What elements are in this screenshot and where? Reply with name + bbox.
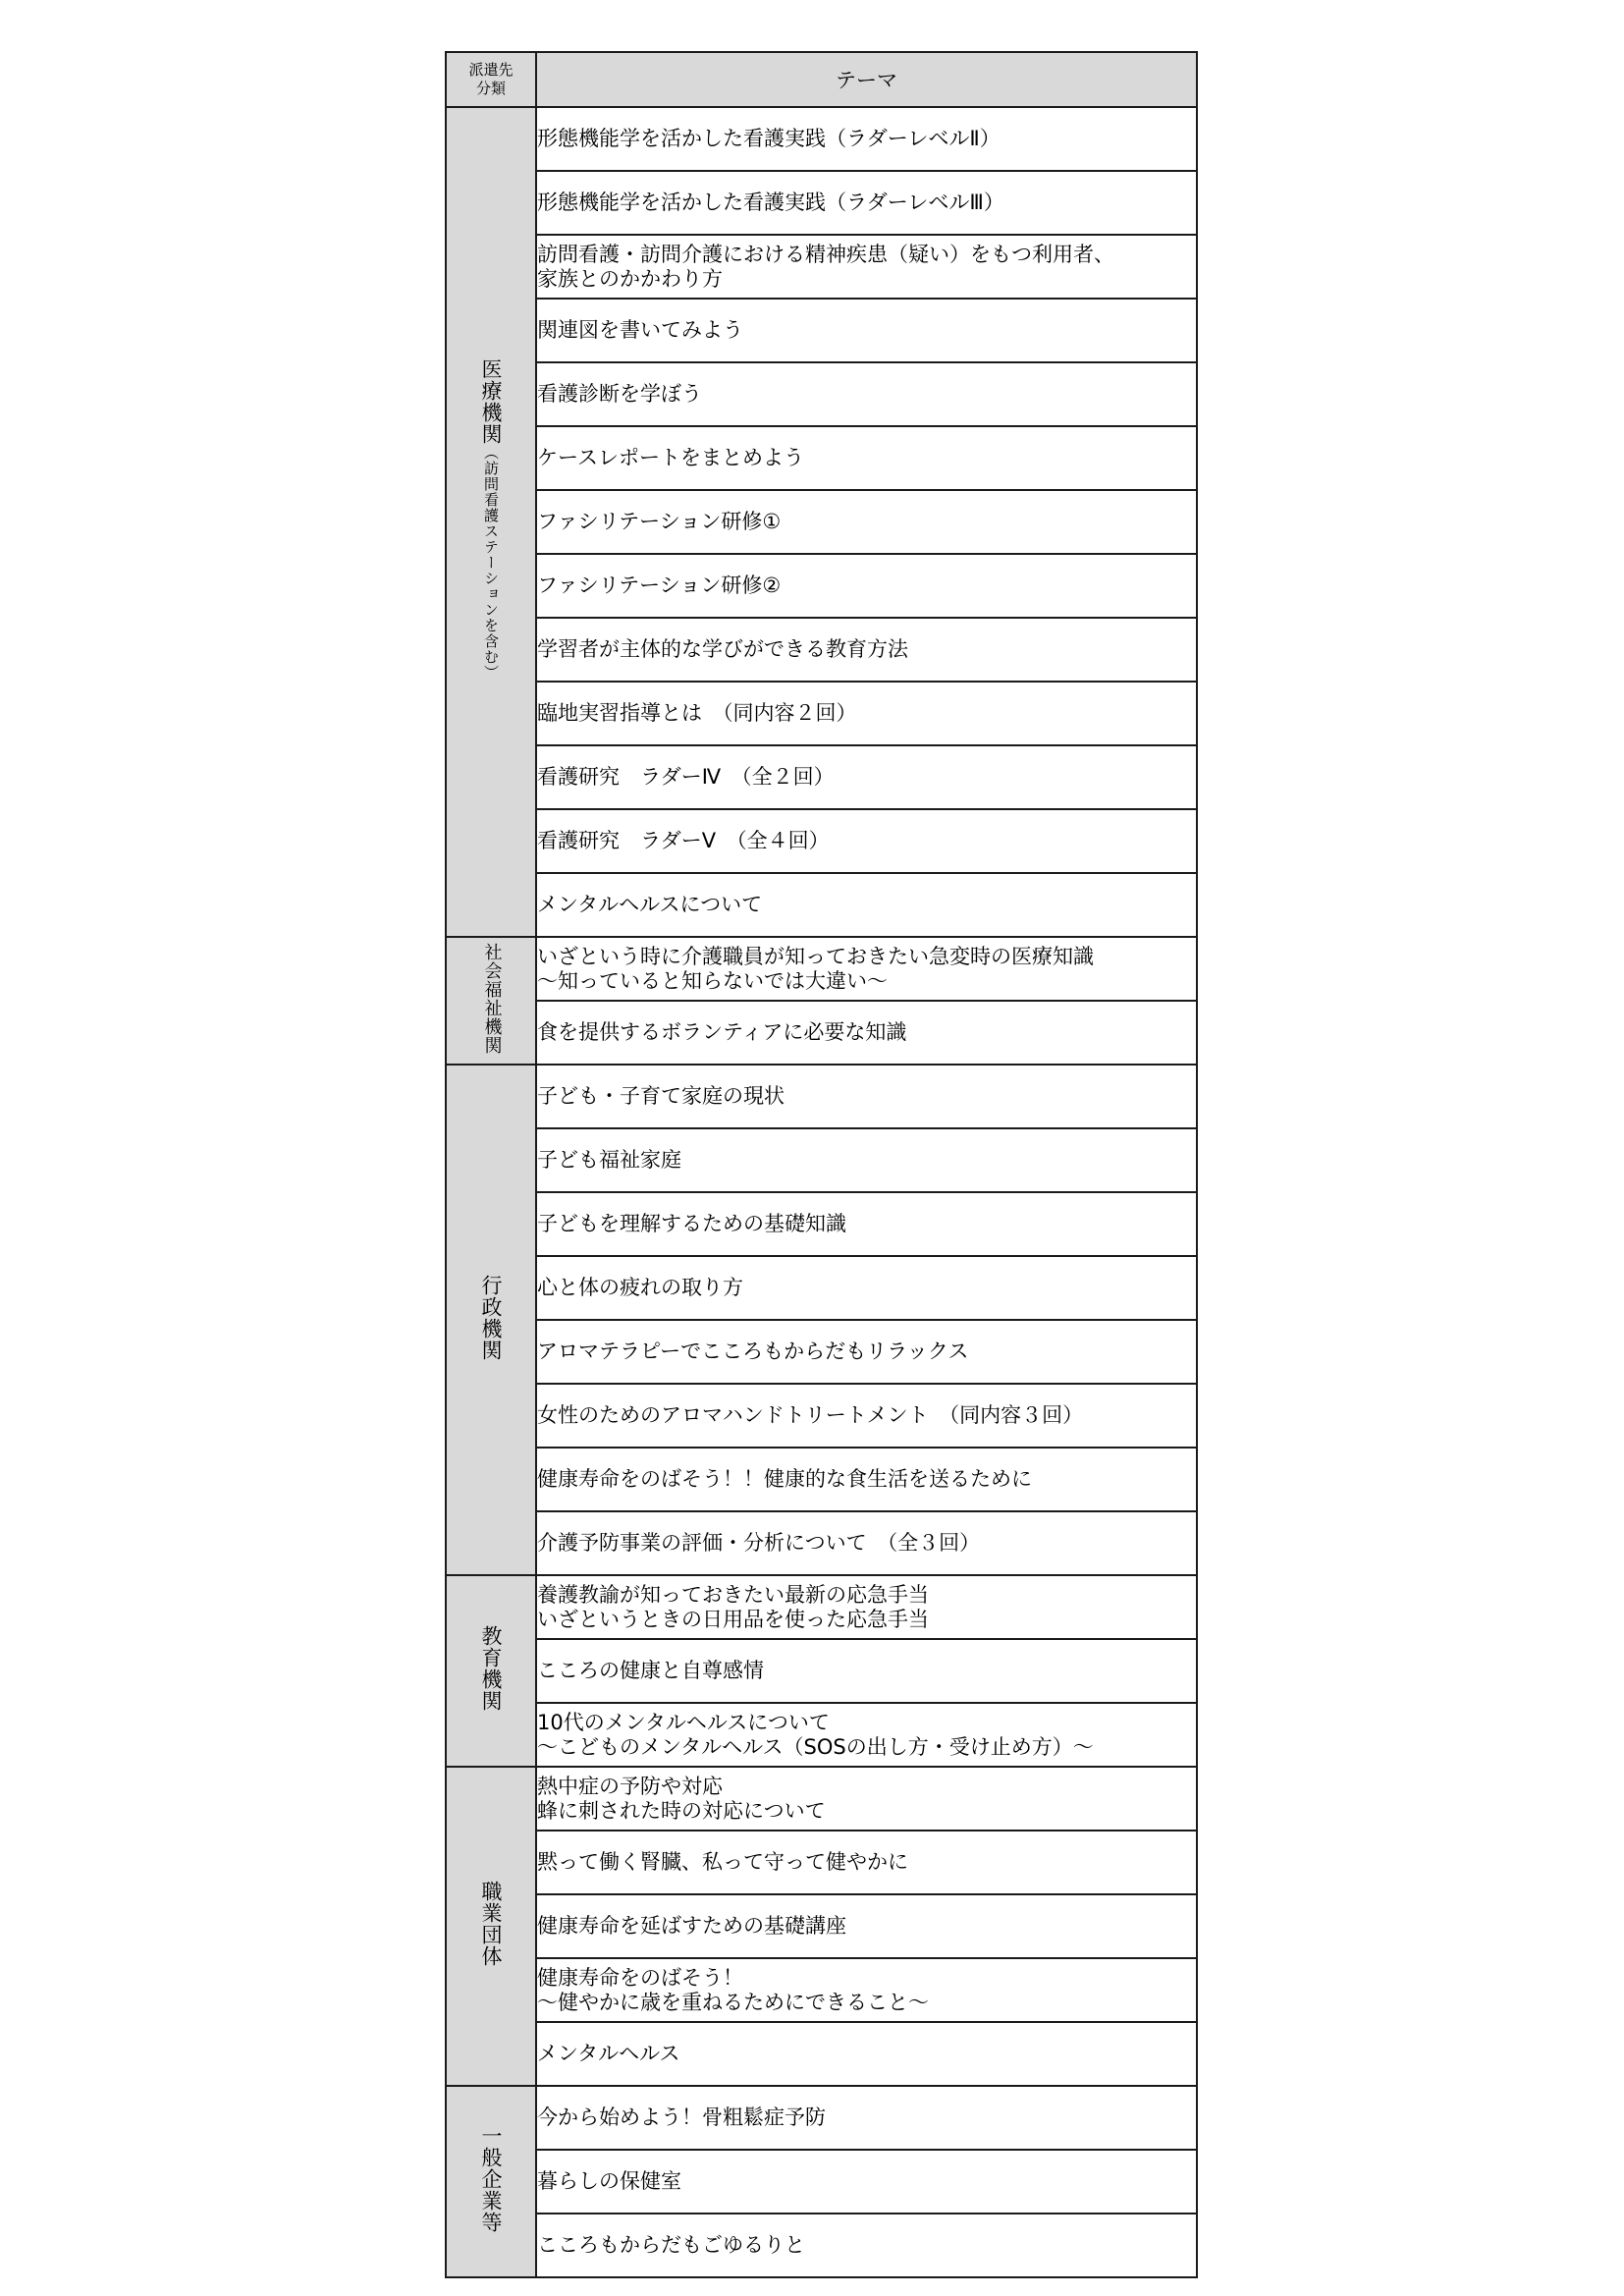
category-name: 一般企業等 — [479, 2125, 504, 2233]
table-row — [446, 107, 1197, 171]
theme-cell: 看護診断を学ぼう — [536, 362, 1197, 426]
table-row — [446, 618, 1197, 682]
table-row — [446, 682, 1197, 745]
category-cell-company — [446, 2086, 536, 2277]
theme-cell: 看護研究 ラダーⅤ （全４回） — [536, 809, 1197, 873]
category-label — [480, 2125, 502, 2233]
theme-cell: 女性のためのアロマハンドトリートメント （同内容３回） — [536, 1384, 1197, 1448]
category-name: 医療機関 — [479, 358, 504, 445]
table-row — [446, 1256, 1197, 1320]
theme-cell: 子どもを理解するための基礎知識 — [536, 1192, 1197, 1256]
table-row — [446, 745, 1197, 809]
table-row — [446, 554, 1197, 618]
table-row — [446, 1831, 1197, 1894]
theme-cell: 健康寿命を延ばすための基礎講座 — [536, 1894, 1197, 1958]
theme-cell: 心と体の疲れの取り方 — [536, 1256, 1197, 1320]
theme-cell: 関連図を書いてみよう — [536, 299, 1197, 362]
table-row — [446, 299, 1197, 362]
category-name: 教育機関 — [479, 1625, 504, 1712]
theme-cell: こころもからだもごゆるりと — [536, 2214, 1197, 2277]
theme-cell: いざという時に介護職員が知っておきたい急変時の医療知識 ～知っていると知らないでは大違い～ — [536, 937, 1197, 1001]
category-cell-education — [446, 1575, 536, 1767]
category-name: 職業団体 — [479, 1881, 504, 1967]
table-row — [446, 2022, 1197, 2086]
theme-cell: ファシリテーション研修② — [536, 554, 1197, 618]
table-row — [446, 426, 1197, 490]
header-category: 派遣先 分類 — [446, 52, 536, 107]
theme-cell: 食を提供するボランティアに必要な知識 — [536, 1001, 1197, 1065]
table-row — [446, 1958, 1197, 2022]
theme-cell: 今から始めよう！骨粗鬆症予防 — [536, 2086, 1197, 2150]
category-label — [480, 1275, 502, 1361]
category-label — [480, 1625, 502, 1712]
table-row — [446, 1703, 1197, 1767]
category-cell-government — [446, 1065, 536, 1575]
theme-cell: アロマテラピーでこころもからだもリラックス — [536, 1320, 1197, 1384]
table-row — [446, 2214, 1197, 2277]
table-row — [446, 1065, 1197, 1128]
table-row — [446, 1894, 1197, 1958]
theme-cell: 看護研究 ラダーⅣ （全２回） — [536, 745, 1197, 809]
table-row — [446, 1384, 1197, 1448]
table-row — [446, 171, 1197, 235]
table-row — [446, 1511, 1197, 1575]
theme-cell: 臨地実習指導とは （同内容２回） — [536, 682, 1197, 745]
table-row — [446, 2086, 1197, 2150]
category-name: 社会福祉機関 — [481, 942, 503, 1055]
category-cell-professional — [446, 1767, 536, 2086]
category-note: （訪問看護ステーションを含む） — [482, 445, 501, 681]
table-row — [446, 873, 1197, 937]
table-row — [446, 490, 1197, 554]
table-row — [446, 1128, 1197, 1192]
table-row — [446, 1320, 1197, 1384]
theme-cell: 健康寿命をのばそう！！健康的な食生活を送るために — [536, 1448, 1197, 1511]
theme-cell: 介護予防事業の評価・分析について （全３回） — [536, 1511, 1197, 1575]
table-row — [446, 2150, 1197, 2214]
theme-cell: 学習者が主体的な学びができる教育方法 — [536, 618, 1197, 682]
header-row — [446, 52, 1197, 107]
category-label — [480, 1881, 502, 1967]
category-name: 行政機関 — [479, 1274, 504, 1361]
table-row — [446, 235, 1197, 299]
category-label — [480, 358, 502, 681]
table-row — [446, 1767, 1197, 1831]
category-label — [482, 943, 501, 1055]
category-cell-medical — [446, 107, 536, 937]
theme-cell: メンタルヘルスについて — [536, 873, 1197, 937]
category-cell-welfare — [446, 937, 536, 1065]
theme-cell: 暮らしの保健室 — [536, 2150, 1197, 2214]
table-row — [446, 1001, 1197, 1065]
theme-cell: 子ども・子育て家庭の現状 — [536, 1065, 1197, 1128]
theme-cell: 10代のメンタルヘルスについて ～こどものメンタルヘルス（SOSの出し方・受け止め方）～ — [536, 1703, 1197, 1767]
theme-table — [445, 51, 1198, 2278]
theme-cell: ファシリテーション研修① — [536, 490, 1197, 554]
theme-cell: こころの健康と自尊感情 — [536, 1639, 1197, 1703]
theme-cell: 訪問看護・訪問介護における精神疾患（疑い）をもつ利用者、 家族とのかかわり方 — [536, 235, 1197, 299]
theme-cell: 養護教諭が知っておきたい最新の応急手当 いざというときの日用品を使った応急手当 — [536, 1575, 1197, 1639]
theme-cell: 熱中症の予防や対応 蜂に刺された時の対応について — [536, 1767, 1197, 1831]
theme-cell: 子ども福祉家庭 — [536, 1128, 1197, 1192]
table-row — [446, 1448, 1197, 1511]
table-row — [446, 1639, 1197, 1703]
table-row — [446, 1575, 1197, 1639]
theme-cell: メンタルヘルス — [536, 2022, 1197, 2086]
header-theme: テーマ — [536, 52, 1197, 107]
table-row — [446, 809, 1197, 873]
theme-cell: 黙って働く腎臓、私って守って健やかに — [536, 1831, 1197, 1894]
table-row — [446, 362, 1197, 426]
theme-cell: 形態機能学を活かした看護実践（ラダーレベルⅡ） — [536, 107, 1197, 171]
theme-cell: 健康寿命をのばそう！ ～健やかに歳を重ねるためにできること～ — [536, 1958, 1197, 2022]
table-row — [446, 1192, 1197, 1256]
theme-cell: 形態機能学を活かした看護実践（ラダーレベルⅢ） — [536, 171, 1197, 235]
theme-cell: ケースレポートをまとめよう — [536, 426, 1197, 490]
table-row — [446, 937, 1197, 1001]
